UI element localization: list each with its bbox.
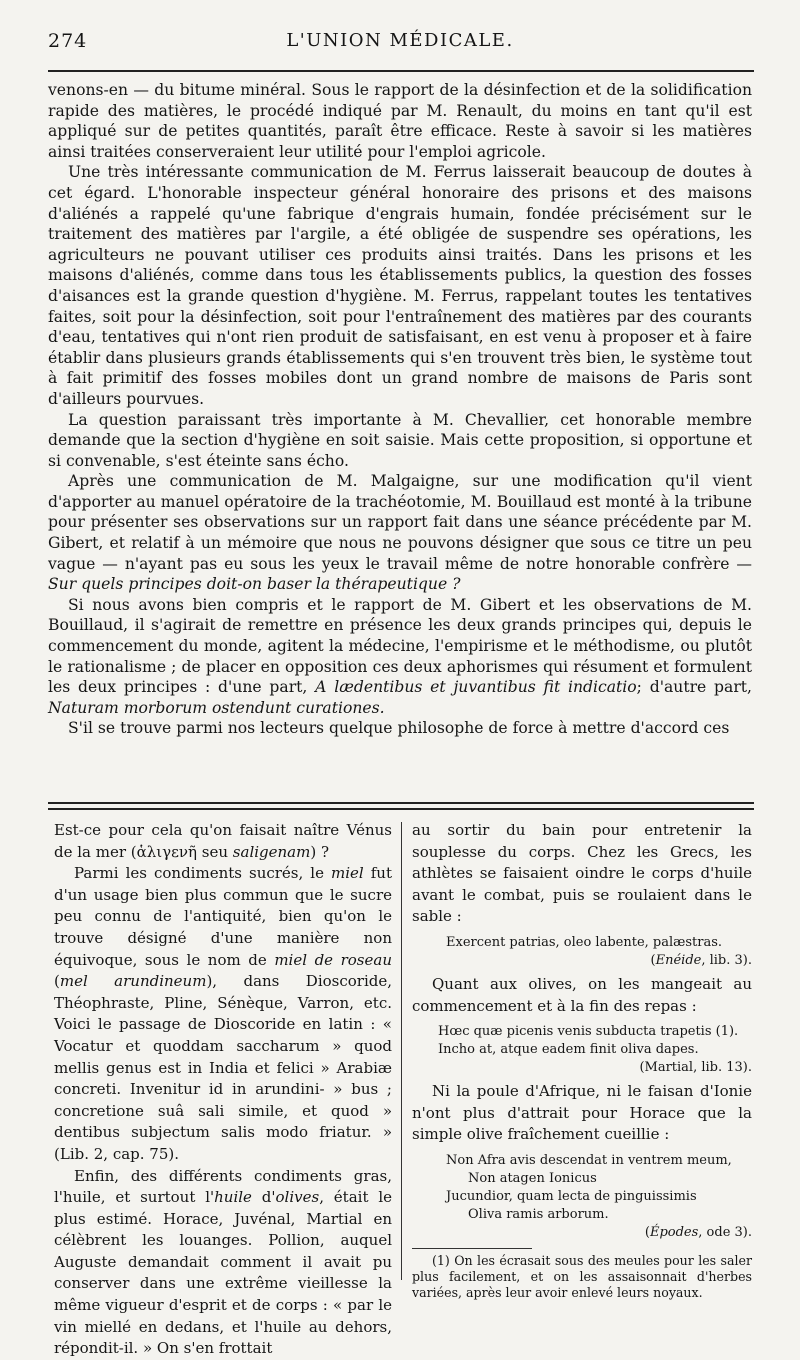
greek-word: ἁλιγενῆ [136,842,198,861]
verse-line: Exercent patrias, oleo labente, palæstras. [446,934,723,950]
article-paragraph: La question paraissant très importante à M. Chevallier, cet honorable membre demande que la section d'hygiène en soit saisie. Mais cette proposition, si opportune et si convenable, s'est éteinte sans écho. [48,410,752,470]
text: d' [251,1188,276,1207]
memoir-title: Sur quels principes doit-on baser la thérapeutique ? [48,575,461,594]
text: ( [54,972,60,991]
feuilleton-right-column [412,820,752,1301]
verse-line: Non Afra avis descendat in ventrem meum, [446,1152,732,1168]
verse-line: Jucundior, quam lecta de pinguissimis [446,1188,697,1204]
source-work: Épodes [649,1224,699,1240]
verse-source: (Enéide, lib. 3). [650,952,752,968]
article-paragraph: S'il se trouve parmi nos lecteurs quelque philosophe de force à mettre d'accord ces [68,719,730,738]
article-paragraph: Une très intéressante communication de M. Ferrus laisserait beaucoup de doutes à cet égard. L'honorable inspecteur général honoraire des prisons et des maisons d'aliénés a rappelé qu'une fabrique d'engrais humain, fondée précisément sur le traitement des matières par l'argile, a été obligée de suspendre ses opérations, les agriculteurs ne pouvant utiliser ces produits ainsi traités. Dans les prisons et les maisons d'aliénés, comme dans tous les établissements publics, la question des fosses d'aisances est la grande question d'hygiène. M. Ferrus, rappelant toutes les tentatives faites, soit pour la désinfection, soit pour l'entraînement des matières par des courants d'eau, tentatives qui n'ont rien produit de satisfaisant, en est venu à proposer et à faire établir dans plusieurs grands établissements qui s'en trouvent très bien, le système tout à fait primitif des fosses mobiles dont un grand nombre de maisons de Paris sont d'ailleurs pourvues. [48,163,752,408]
term: miel [331,864,364,883]
footnote-rule [412,1248,532,1249]
text: Enfin, des différents condiments gras, l'huile, et surtout l' [54,1166,392,1207]
term: mel arundineum [59,972,207,991]
footnote: (1) On les écrasait sous des meules pour les saler plus facilement, et on les assaisonnait d'herbes variées, après leur avoir enlevé leurs noyaux. [412,1252,752,1300]
article-paragraph [48,471,752,595]
verse-line: Non atagen Ionicus [468,1170,597,1186]
verse-line: Hœc quæ picenis venis subducta trapetis (1). [438,1024,739,1040]
paragraph-text: Si nous avons bien compris et le rapport de M. Gibert et les observations de M. Bouillaud, il s'agirait de remettre en présence les deux grands principes qui, depuis le commencement du monde, agitent la médecine, l'empirisme et le méthodisme, ou plutôt le rationalisme ; de placer en opposition ces deux aphorismes qui résument et formulent les deux principes : d'une part, [48,595,752,697]
verse-source: (Épodes, ode 3). [644,1224,752,1240]
verse-quote [412,1152,752,1242]
feuilleton-paragraph [54,863,392,1165]
feuilleton-paragraph: Quant aux olives, on les mangeait au commencement et à la fin des repas : [412,974,752,1015]
feuilleton-paragraph: au sortir du bain pour entretenir la souplesse du corps. Chez les Grecs, les athlètes se faisaient oindre le corps d'huile avant le combat, puis se roulaient dans le sable : [412,821,752,926]
aphorism-2: Naturam morborum ostendunt curationes. [48,698,385,717]
text: Est-ce pour cela qu'on faisait naître Vénus de la mer ( [54,821,392,861]
article-paragraph: venons-en — du bitume minéral. Sous le rapport de la désinfection et de la solidification rapide des matières, le procédé indiqué par M. Renault, du moins en tant qu'il est appliqué sur de petites quantités, paraît être efficace. Reste à savoir si les matières ainsi traitées conserveraient leur utilité pour l'emploi agricole. [48,81,752,161]
verse-line: Incho at, atque eadem finit oliva dapes. [438,1042,699,1058]
feuilleton-paragraph [54,1166,392,1360]
text: Parmi les condiments sucrés, le [74,864,332,883]
paragraph-text: ; d'autre part, [636,678,753,697]
feuilleton-left-column [54,820,392,1360]
term: miel de roseau [274,950,392,969]
journal-title: L'UNION MÉDICALE. [286,30,514,51]
source-ref: , lib. 3). [701,952,752,968]
verse-source: (Martial, lib. 13). [639,1060,752,1076]
source-ref: , ode 3). [698,1224,752,1240]
header-rule [48,70,754,72]
feuilleton-separator [48,802,754,810]
verse-quote [412,934,752,970]
article-paragraph [48,595,752,719]
term: olives [275,1188,320,1207]
paragraph-text: Après une communication de M. Malgaigne, sur une modification qu'il vient d'apporter au manuel opératoire de la trachéotomie, M. Bouillaud est monté à la tribune pour présenter ses observations sur un rapport fait dans une séance précédente par M. Gibert, et relatif à un mémoire que nous ne pouvons désigner que sous ce titre un peu vague — n'ayant pas eu sous les yeux le travail même de notre honorable confrère — [48,472,752,573]
feuilleton-paragraph [54,820,392,863]
term: huile [214,1188,252,1207]
page-header [48,30,752,66]
source-work: Enéide [655,952,702,968]
column-divider [401,822,402,1280]
text: , était le plus estimé. Horace, Juvénal, Martial en célèbrent les louanges. Pollion, auquel Auguste demandait comment il avait pu conserver dans une extrême vieillesse la même vigueur d'esprit et de corps : « par le vin miellé en dedans, et l'huile au dehors, répondit-il. » On s'en frottait [54,1188,392,1358]
verse-line: Oliva ramis arborum. [468,1206,609,1222]
page-number: 274 [48,30,88,52]
text: fut d'un usage bien plus commun que le sucre peu connu de l'antiquité, bien qu'on le trouve désigné d'une manière non équivoque, sous le nom de [54,864,392,969]
text: seu [197,842,233,861]
feuilleton-paragraph: Ni la poule d'Afrique, ni le faisan d'Ionie n'ont plus d'attrait pour Horace que la simple olive fraîchement cueillie : [412,1082,752,1144]
main-article [48,80,752,739]
aphorism-1: A lædentibus et juvantibus fit indicatio [315,678,637,697]
latin-word: saligenam [232,842,311,861]
text: ), dans Dioscoride, Théophraste, Pline, Sénèque, Varron, etc. Voici le passage de Dioscoride en latin : « Vocatur et quoddam saccharum » quod mellis genus est in India et felici » Arabiæ concreti. Invenitur id in arundini- » bus ; concretione suâ sali simile, et quod » dentibus subjectum salis modo friatur. » (Lib. 2, cap. 75). [54,972,392,1163]
verse-quote [412,1023,752,1077]
text: ) ? [310,842,330,861]
